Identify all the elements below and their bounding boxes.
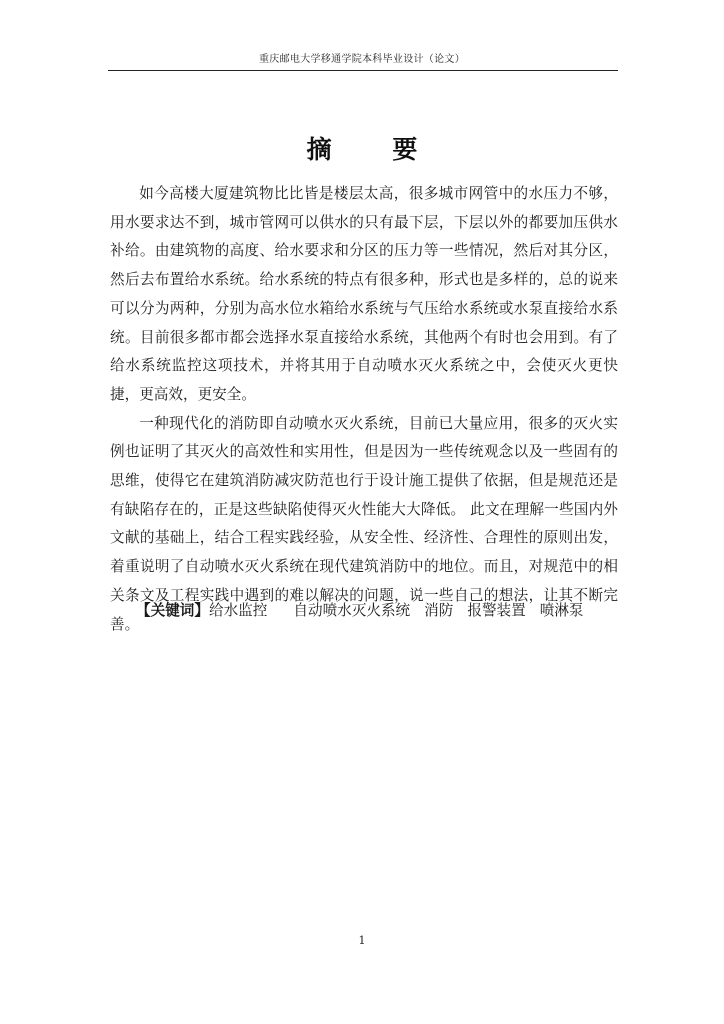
keyword-item: 报警装置 bbox=[467, 602, 526, 619]
keywords-line bbox=[136, 597, 598, 625]
page-number: 1 bbox=[358, 934, 366, 947]
keyword-item: 自动喷水灭火系统 bbox=[293, 602, 411, 619]
abstract-paragraph-1: 如今高楼大厦建筑物比比皆是楼层太高，很多城市网管中的水压力不够，用水要求达不到，城市管网可以供水的只有最下层，下层以外的都要加压供水补给。由建筑物的高度、给水要求和分区的压力等一些情况，然后对其分区，然后去布置给水系统。给水系统的特点有很多种，形式也是多样的，总的说来可以分为两种，分别为高水位水箱给水系统与气压给水系统或水泵直接给水系统。目前很多都市都会选择水泵直接给水系统，其他两个有时也会用到。有了给水系统监控这项技术，并将其用于自动喷水灭火系统之中，会使灭火更快捷，更高效，更安全。 bbox=[110, 185, 618, 403]
page-header: 重庆邮电大学移通学院本科毕业设计（论文） bbox=[259, 54, 465, 65]
header-rule bbox=[108, 70, 618, 71]
abstract-title: 摘 要 bbox=[306, 135, 444, 164]
abstract-body bbox=[110, 180, 618, 639]
keyword-item: 消防 bbox=[424, 602, 454, 619]
keyword-item: 喷淋泵 bbox=[539, 602, 584, 619]
abstract-paragraph-2: 一种现代化的消防即自动喷水灭火系统，目前已大量应用，很多的灭火实例也证明了其灭火的高效性和实用性，但是因为一些传统观念以及一些固有的思维，使得它在建筑消防减灾防范也行于设计施工提供了依据，但是规范还是有缺陷存在的，正是这些缺陷使得灭火性能大大降低。 此文在理解一些国内外文献的基础上，结合工程实践经验，从安全性、经济性、合理性的原则出发，着重说明了自动喷水灭火系统在现代建筑消防中的地位。而且，对规范中的相关条文及工程实践中遇到的难以解决的问题，说一些自己的想法，让其不断完善。 bbox=[110, 414, 618, 633]
keywords-label: 【关键词】 bbox=[136, 602, 209, 619]
keyword-item: 给水监控 bbox=[208, 602, 268, 619]
